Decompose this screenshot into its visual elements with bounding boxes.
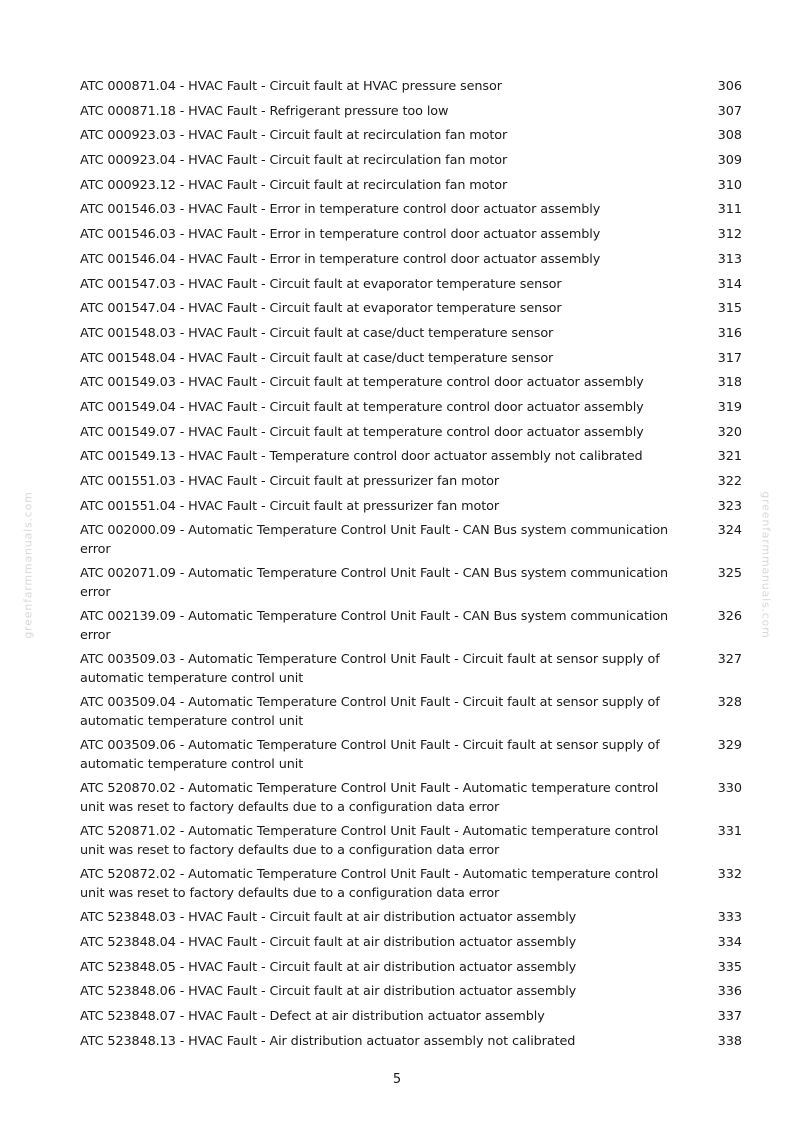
toc-entry-page-number: 332 [717,867,742,883]
toc-entry[interactable] [80,448,742,466]
toc-entry[interactable] [80,608,742,645]
toc-entry-title: ATC 523848.05 - HVAC Fault - Circuit fault at air distribution actuator assembly [80,959,577,975]
toc-entry-page-number: 316 [717,325,742,341]
toc-entry[interactable] [80,399,742,417]
toc-entry[interactable] [80,276,742,294]
toc-entry[interactable] [80,983,742,1001]
toc-entry-title: ATC 003509.03 - Automatic Temperature Control Unit Fault - Circuit fault at sensor supply of automatic temperature control unit [80,652,660,686]
toc-entry-title: ATC 001548.03 - HVAC Fault - Circuit fault at case/duct temperature sensor [80,325,554,341]
toc-entry-page-number: 324 [717,523,742,539]
toc-entry[interactable] [80,350,742,368]
toc-entry[interactable] [80,498,742,516]
toc-entry-page-number: 338 [717,1033,742,1049]
toc-entry-title: ATC 003509.04 - Automatic Temperature Control Unit Fault - Circuit fault at sensor supply of automatic temperature control unit [80,695,660,729]
toc-entry-title: ATC 000871.04 - HVAC Fault - Circuit fault at HVAC pressure sensor [80,79,502,94]
toc-entry[interactable] [80,374,742,392]
toc-entry-title: ATC 003509.06 - Automatic Temperature Control Unit Fault - Circuit fault at sensor supply of automatic temperature control unit [80,738,660,772]
toc-entry-title: ATC 001549.04 - HVAC Fault - Circuit fault at temperature control door actuator assembly [80,399,644,415]
toc-entry[interactable] [80,959,742,977]
toc-entry[interactable] [80,78,742,96]
toc-entry[interactable] [80,1008,742,1026]
toc-entry[interactable] [80,177,742,195]
toc-entry-title: ATC 002071.09 - Automatic Temperature Control Unit Fault - CAN Bus system communication error [80,566,669,600]
toc-entry-title: ATC 520871.02 - Automatic Temperature Control Unit Fault - Automatic temperature control unit was reset to factory defaults due to a configuration data error [80,824,659,858]
toc-entry[interactable] [80,127,742,145]
toc-entry-page-number: 337 [717,1008,742,1024]
toc-entry-title: ATC 001551.04 - HVAC Fault - Circuit fault at pressurizer fan motor [80,498,500,514]
toc-entry-page-number: 331 [717,824,742,840]
toc-entry[interactable] [80,694,742,731]
toc-entry[interactable] [80,780,742,817]
toc-entry-title: ATC 001547.04 - HVAC Fault - Circuit fault at evaporator temperature sensor [80,301,562,317]
toc-entry-title: ATC 000871.18 - HVAC Fault - Refrigerant pressure too low [80,103,449,119]
toc-entry-page-number: 313 [717,251,742,267]
toc-entry-page-number: 317 [717,350,742,366]
toc-entry-page-number: 309 [717,153,742,169]
toc-entry-page-number: 335 [717,959,742,975]
toc-entry-page-number: 319 [717,399,742,415]
toc-entry-page-number: 328 [717,695,742,711]
toc-entry[interactable] [80,300,742,318]
toc-entry-title: ATC 001549.03 - HVAC Fault - Circuit fault at temperature control door actuator assembly [80,375,644,391]
toc-entry-page-number: 336 [717,984,742,1000]
toc-entry-page-number: 310 [717,177,742,193]
toc-entry[interactable] [80,103,742,121]
toc-entry-title: ATC 001549.07 - HVAC Fault - Circuit fault at temperature control door actuator assembly [80,424,644,440]
toc-entry[interactable] [80,866,742,903]
toc-entry-title: ATC 523848.07 - HVAC Fault - Defect at air distribution actuator assembly [80,1008,545,1024]
toc-entry[interactable] [80,737,742,774]
toc-entry-title: ATC 002000.09 - Automatic Temperature Control Unit Fault - CAN Bus system communication error [80,523,669,557]
toc-entry-page-number: 306 [717,79,742,94]
watermark-left: greenfarmmanuals.com [21,491,35,639]
toc-entry-title: ATC 001551.03 - HVAC Fault - Circuit fault at pressurizer fan motor [80,474,500,489]
toc-entry[interactable] [80,823,742,860]
toc-entry-title: ATC 520872.02 - Automatic Temperature Control Unit Fault - Automatic temperature control unit was reset to factory defaults due to a configuration data error [80,867,659,901]
toc-entry-page-number: 327 [717,652,742,668]
toc-entry-page-number: 322 [717,474,742,489]
toc-entry[interactable] [80,226,742,244]
toc-entry[interactable] [80,424,742,442]
toc-entry[interactable] [80,325,742,343]
toc-entry-title: ATC 001546.03 - HVAC Fault - Error in temperature control door actuator assembly [80,202,601,218]
toc-entry[interactable] [80,251,742,269]
toc-entry[interactable] [80,651,742,688]
toc-entry-page-number: 330 [717,781,742,797]
page-number: 5 [392,1072,402,1087]
toc-entry[interactable] [80,201,742,219]
toc-entry-page-number: 307 [717,103,742,119]
table-of-contents [80,78,742,1057]
toc-entry-page-number: 314 [717,276,742,292]
toc-entry-title: ATC 523848.13 - HVAC Fault - Air distribution actuator assembly not calibrated [80,1033,576,1049]
toc-entry[interactable] [80,909,742,927]
toc-entry-page-number: 318 [717,375,742,391]
toc-entry-page-number: 323 [717,498,742,514]
toc-entry-page-number: 326 [717,609,742,625]
toc-entry[interactable] [80,152,742,170]
toc-entry-page-number: 325 [717,566,742,582]
toc-entry-title: ATC 523848.03 - HVAC Fault - Circuit fault at air distribution actuator assembly [80,910,577,926]
toc-entry[interactable] [80,565,742,602]
toc-entry-page-number: 329 [717,738,742,754]
watermark-right: greenfarmmanuals.com [759,491,773,639]
toc-entry-title: ATC 523848.04 - HVAC Fault - Circuit fault at air distribution actuator assembly [80,934,577,950]
toc-entry[interactable] [80,473,742,491]
toc-entry-page-number: 334 [717,934,742,950]
toc-entry-page-number: 311 [717,202,742,218]
toc-entry-title: ATC 000923.12 - HVAC Fault - Circuit fault at recirculation fan motor [80,177,508,193]
toc-entry-title: ATC 523848.06 - HVAC Fault - Circuit fault at air distribution actuator assembly [80,984,577,1000]
toc-entry-page-number: 315 [717,301,742,317]
toc-entry[interactable] [80,1033,742,1051]
toc-entry[interactable] [80,522,742,559]
toc-entry-page-number: 308 [717,128,742,144]
toc-entry-title: ATC 001547.03 - HVAC Fault - Circuit fault at evaporator temperature sensor [80,276,562,292]
toc-entry-page-number: 320 [717,424,742,440]
toc-entry-page-number: 312 [717,227,742,243]
toc-entry-title: ATC 000923.04 - HVAC Fault - Circuit fault at recirculation fan motor [80,153,508,169]
toc-entry-title: ATC 001546.04 - HVAC Fault - Error in temperature control door actuator assembly [80,251,601,267]
toc-entry-page-number: 333 [717,910,742,926]
toc-entry-title: ATC 002139.09 - Automatic Temperature Control Unit Fault - CAN Bus system communication error [80,609,669,643]
toc-entry-title: ATC 520870.02 - Automatic Temperature Control Unit Fault - Automatic temperature control unit was reset to factory defaults due to a configuration data error [80,781,659,815]
toc-entry-title: ATC 000923.03 - HVAC Fault - Circuit fault at recirculation fan motor [80,128,508,144]
toc-entry-title: ATC 001548.04 - HVAC Fault - Circuit fault at case/duct temperature sensor [80,350,554,366]
toc-entry-title: ATC 001546.03 - HVAC Fault - Error in temperature control door actuator assembly [80,227,601,243]
toc-entry-page-number: 321 [717,449,742,465]
toc-entry-title: ATC 001549.13 - HVAC Fault - Temperature control door actuator assembly not calibrated [80,449,643,465]
toc-entry[interactable] [80,934,742,952]
